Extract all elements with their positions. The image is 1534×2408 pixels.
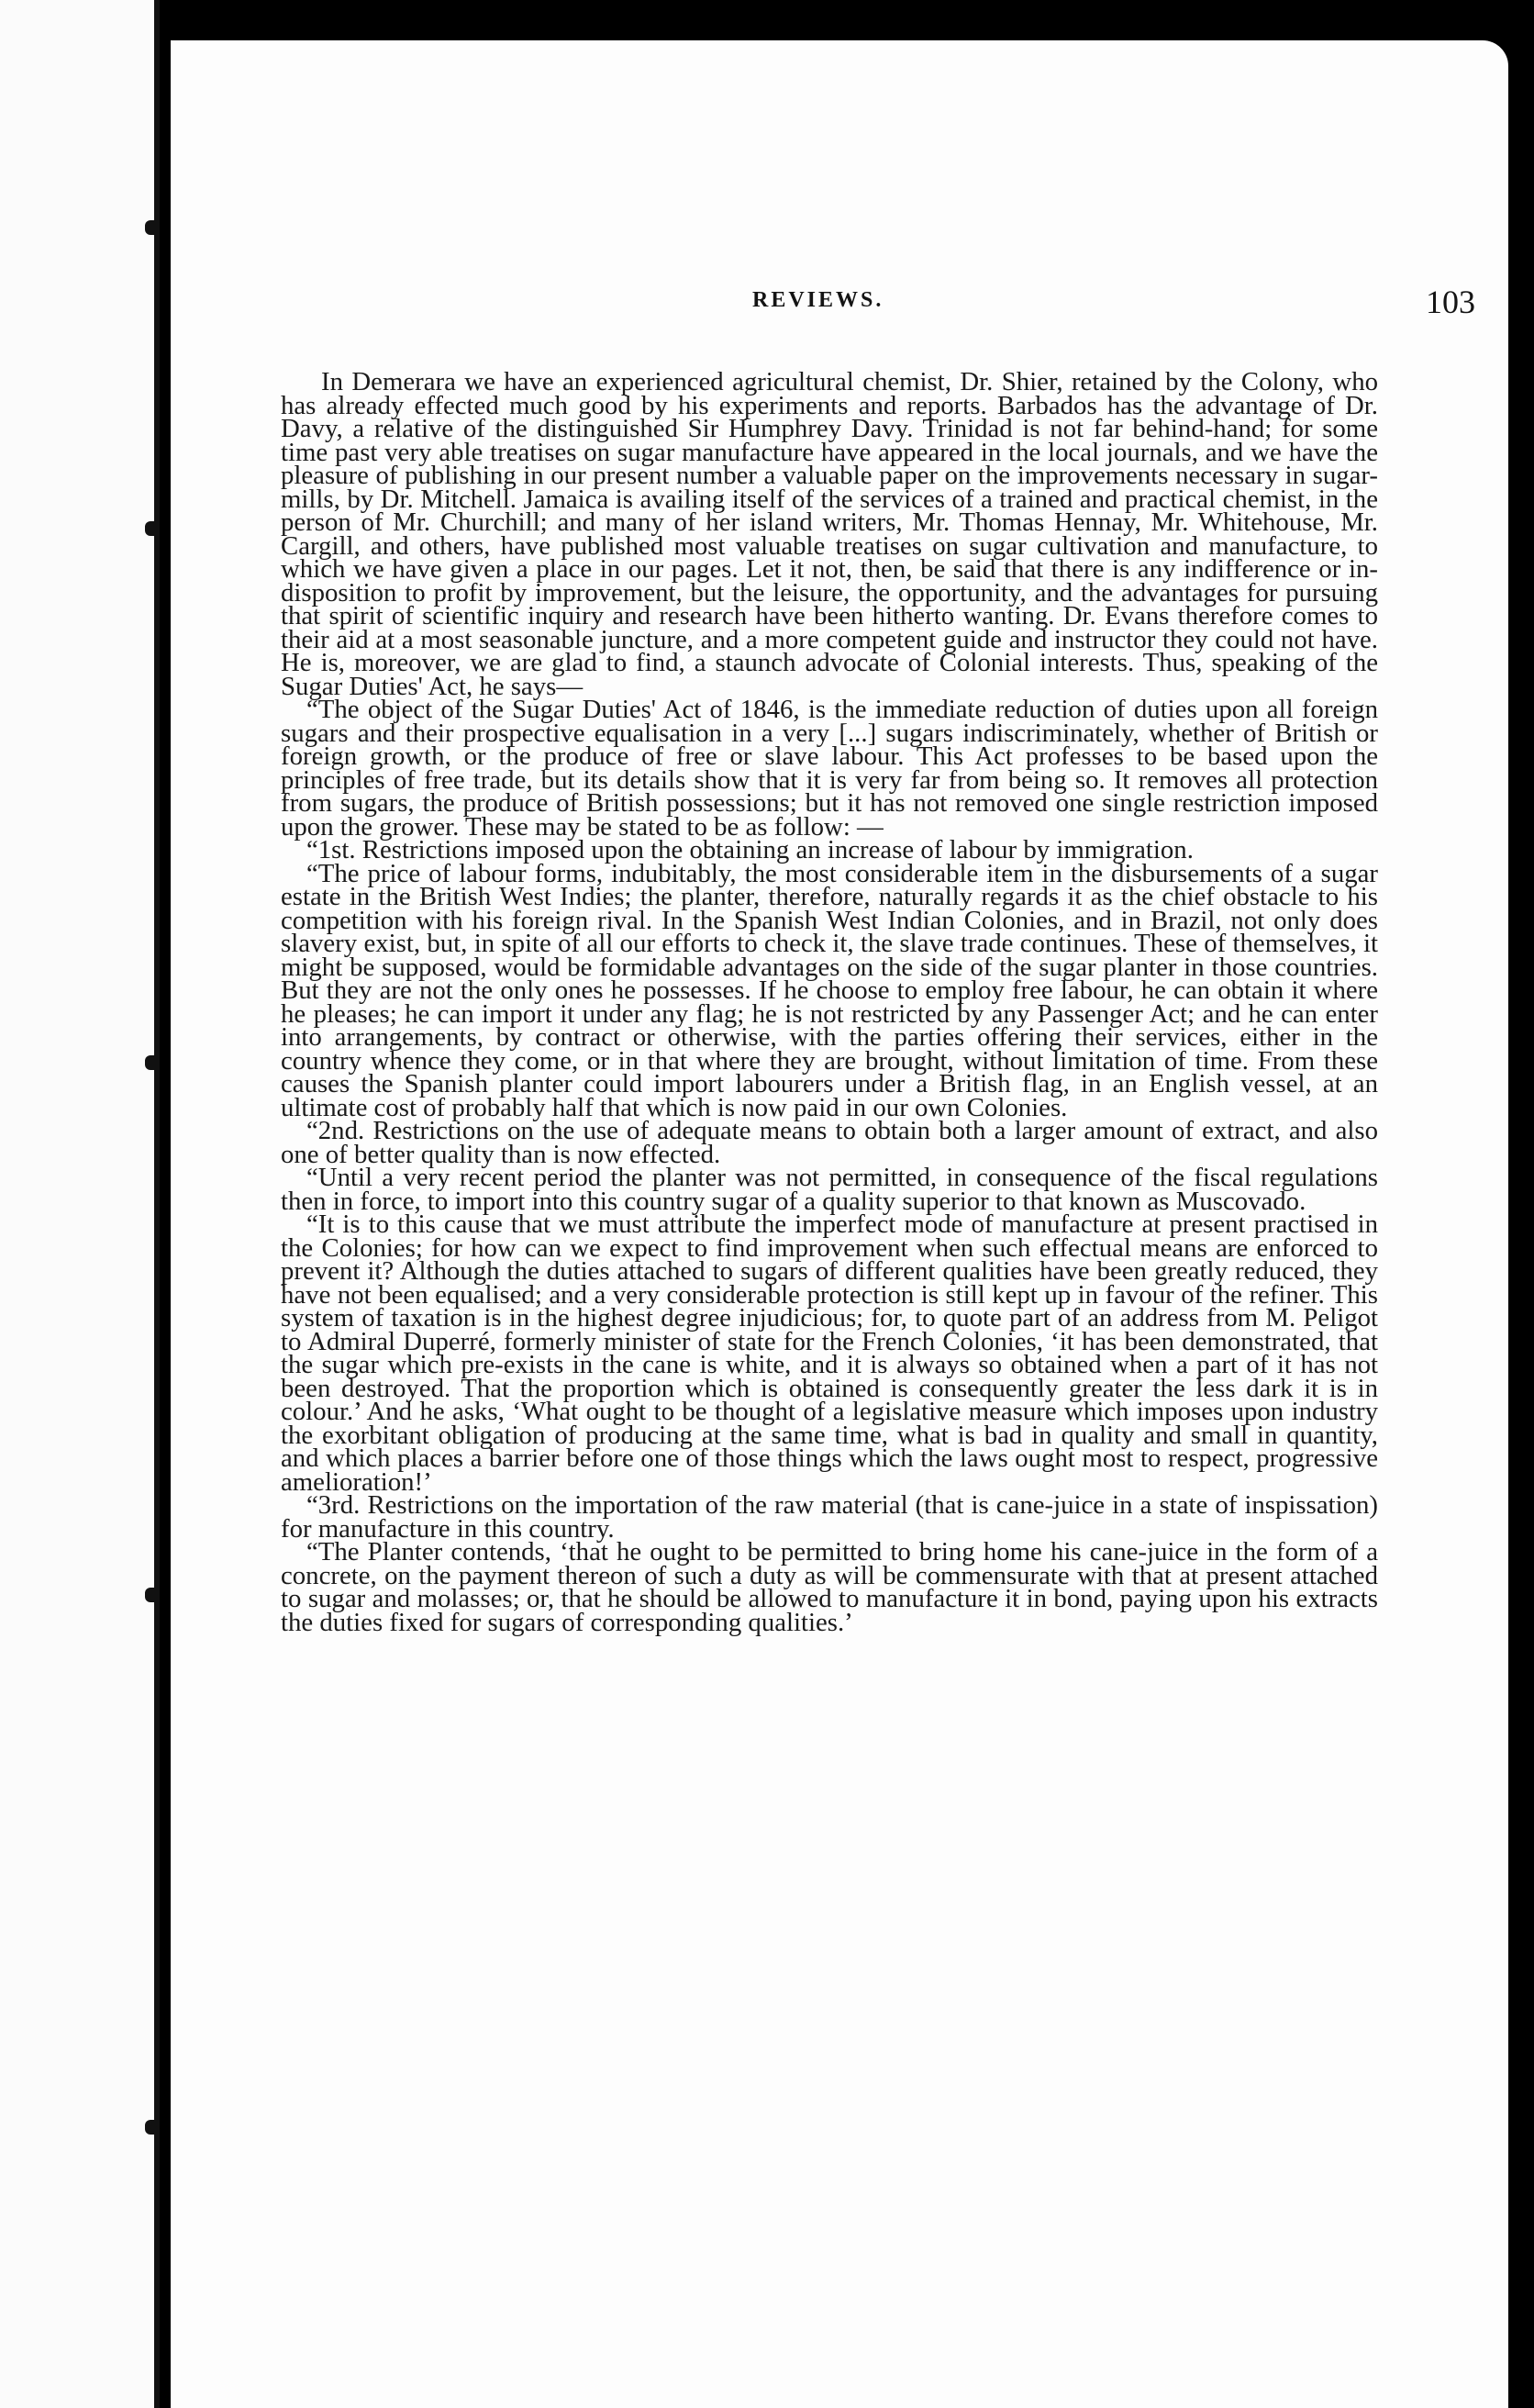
quote-paragraph: “The Planter contends, ‘that he ought to be permitted to bring home his cane-juice in the form of a concrete, on the payment thereon of such a duty as will be commensurate with that at present attached to sugar and molasses; or, that he should be allowed to manufacture it in bond, paying upon his extracts the duties fixed for sugars of corresponding qualities.’ [281, 1537, 1378, 1637]
quote-paragraph: “1st. Restrictions imposed upon the obtaining an increase of labour by immigration. [306, 835, 1194, 864]
article-body [281, 367, 1378, 1637]
quote-paragraph: “Until a very recent period the planter was not permitted, in consequence of the fiscal regulations then in force, to import into this country sugar of a quality superior to that known as Muscovado. [281, 1163, 1378, 1216]
quote-paragraph: “The object of the Sugar Duties' Act of 1846, is the immediate reduction of duties upon all foreign sugars and their prospective equalisation in a very [...] sugars indiscriminately, whether of British or foreign growth, or the produce of free or slave labour. This Act professes to be based upon the principles of free trade, but its details show that it is very far from being so. It removes all protection from sugars, the produce of British possessions; but it has not removed one single restriction imposed upon the grower. These may be stated to be as follow: — [281, 695, 1378, 842]
page-gutter [160, 0, 171, 2408]
page-header [171, 284, 1508, 325]
book-page [171, 40, 1508, 2408]
running-head: REVIEWS. [752, 288, 884, 312]
quote-paragraph: “It is to this cause that we must attribute the imperfect mode of manufacture at present practised in the Colonies; for how can we expect to find improvement when such effectual means are enforced to prevent it? Although the duties attached to sugars of different qualities have been greatly reduced, they have not been equalised; and a very considerable protection is still kept up in favour of the refiner. This system of taxation is in the highest degree injudicious; for, to quote part of an address from M. Peligot to Admiral Duperré, formerly minister of state for the French Colonies, ‘it has been demonstrated, that the sugar which pre-exists in the cane is white, and it is always so obtained when a part of it has not been destroyed. That the proportion which is obtained is consequently greater the less dark it is in colour.’ And he asks, ‘What ought to be thought of a legislative measure which imposes upon industry the exorbitant obligation of producing at the same time, what is bad in quality and small in quantity, and which places a barrier before one of those things which the laws ought most to respect, progressive amelioration!’ [281, 1210, 1378, 1497]
facing-page-edge [0, 0, 158, 2408]
quote-paragraph: “The price of labour forms, indubitably, the most considerable item in the disbursements of a sugar estate in the British West Indies; the planter, therefore, naturally regards it as the chief obstacle to his competition with his foreign rival. In the Spanish West Indian Colonies, and in Brazil, not only does slavery exist, but, in spite of all our efforts to check it, the slave trade continues. These of themselves, it might be supposed, would be formidable advantages on the side of the sugar planter in those countries. But they are not the only ones he possesses. If he choose to employ free labour, he can obtain it where he pleases; he can import it under any flag; he is not restricted by any Passenger Act; and he can enter into arrangements, by contract or otherwise, with the parties offering their services, either in the country whence they come, or in that where they are brought, without limitation of time. From these causes the Spanish planter could import labourers under a British flag, in an English vessel, at an ultimate cost of probably half that which is now paid in our own Colonies. [281, 858, 1378, 1122]
page-number: 103 [1426, 284, 1475, 320]
quote-paragraph: “3rd. Restrictions on the importation of the raw material (that is cane-juice in a state of inspissation) for manufacture in this country. [281, 1490, 1378, 1544]
quote-paragraph: “2nd. Restrictions on the use of adequate means to obtain both a larger amount of extract, and also one of better quality than is now effected. [281, 1116, 1378, 1169]
intro-paragraph: In Demerara we have an experienced agricultural chemist, Dr. Shier, retained by the Colony, who has already effected much good by his experiments and reports. Barbados has the advantage of Dr. Davy, a relative of the distinguished Sir Humphrey Davy. Trinidad is not far behind-hand; for some time past very able treatises on sugar manufacture have appeared in the local journals, and we have the pleasure of publishing in our present number a valuable paper on the improvements necessary in sugar-mills, by Dr. Mitchell. Jamaica is availing itself of the services of a trained and practical chemist, in the person of Mr. Churchill; and many of her island writers, Mr. Thomas Hennay, Mr. Whitehouse, Mr. Cargill, and others, have published most valuable treatises on sugar cultivation and manufacture, to which we have given a place in our pages. Let it not, then, be said that there is any indifference or in-disposition to profit by improvement, but the leisure, the opportunity, and the advantages for pursuing that spirit of scientific inquiry and research have been hitherto wanting. Dr. Evans therefore comes to their aid at a most seasonable juncture, and a more competent guide and instructor they could not have. He is, moreover, we are glad to find, a staunch advocate of Colonial interests. Thus, speaking of the Sugar Duties' Act, he says— [281, 367, 1378, 701]
